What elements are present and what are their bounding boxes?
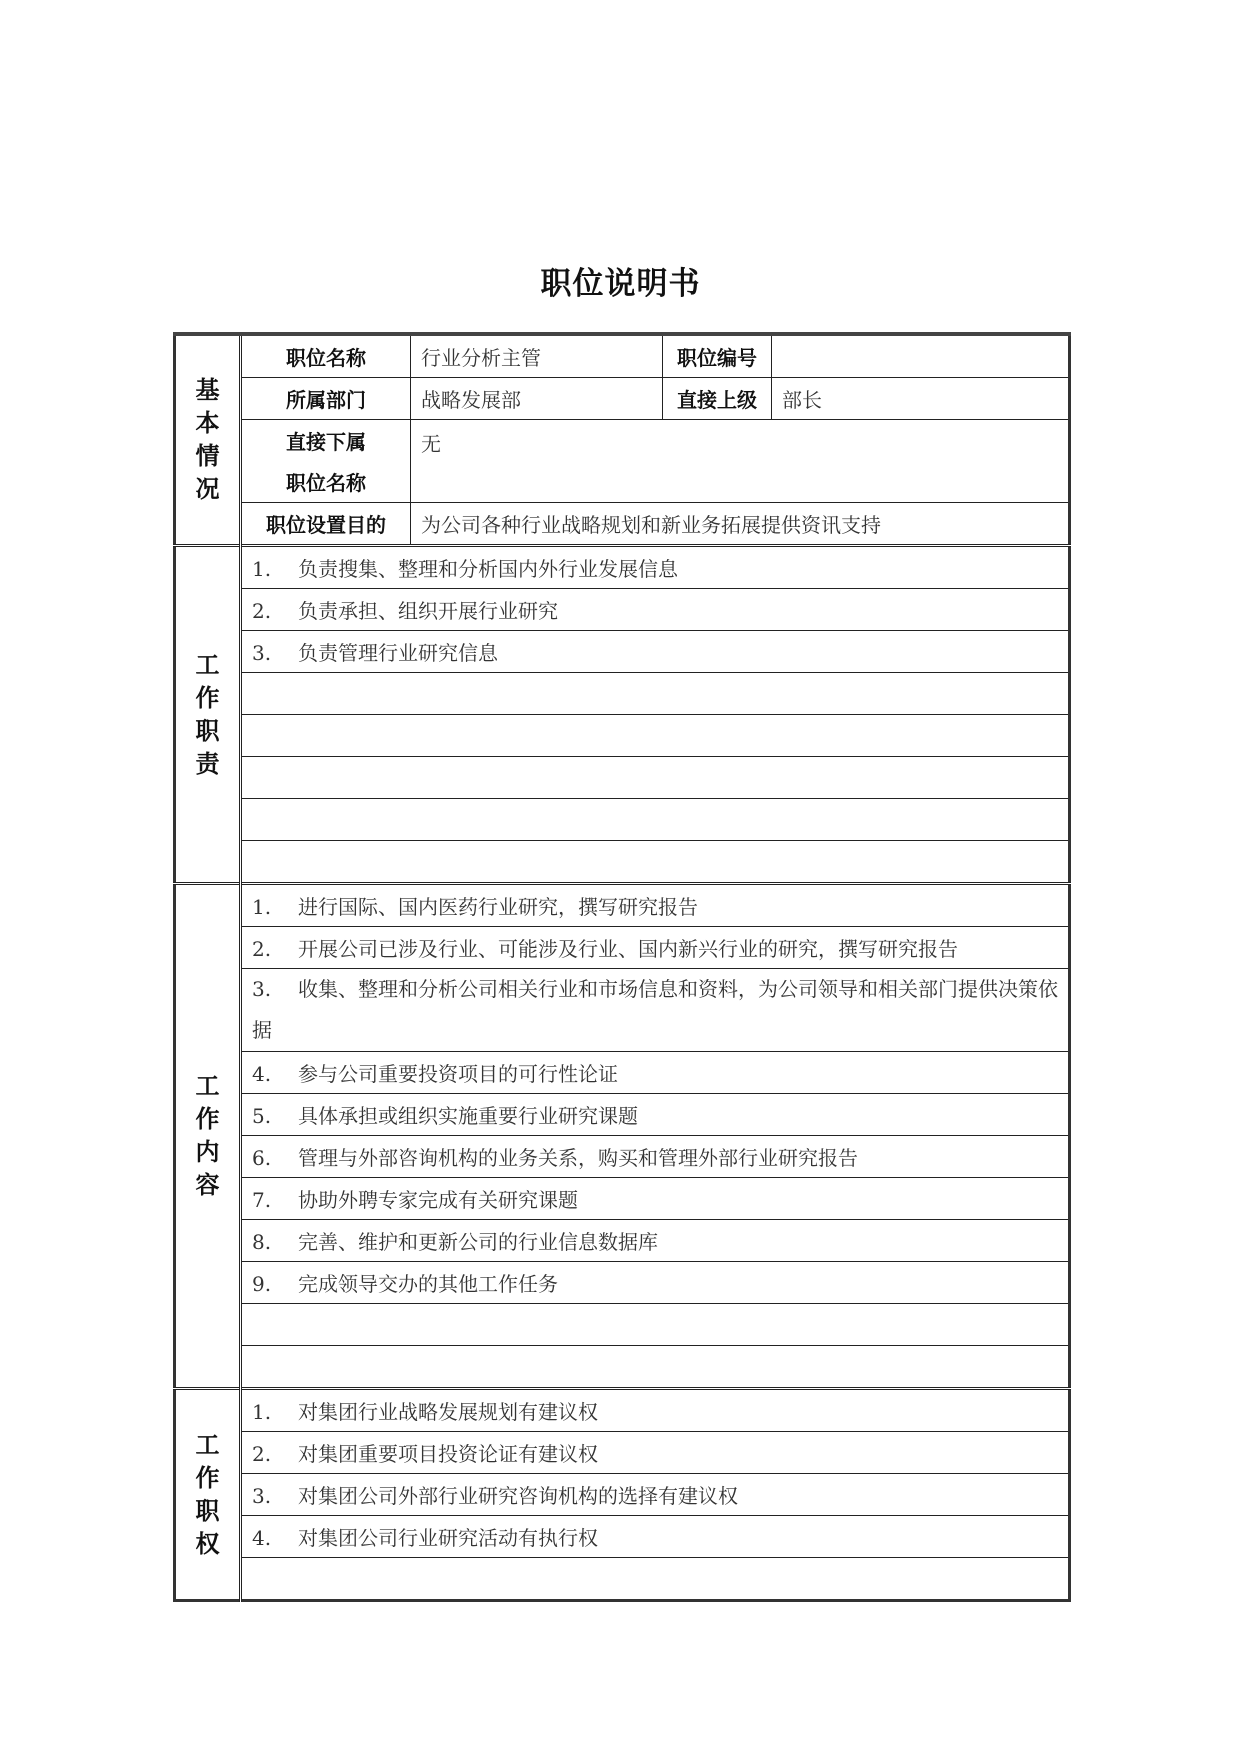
section-work-content xyxy=(175,884,241,1389)
item-text: 负责承担、组织开展行业研究 xyxy=(298,599,558,623)
superior-label: 直接上级 xyxy=(663,378,772,420)
empty-cell xyxy=(241,1304,1070,1346)
content-row-empty xyxy=(175,1346,1070,1389)
section-char: 工 xyxy=(195,1430,220,1459)
item-text: 协助外聘专家完成有关研究课题 xyxy=(298,1188,578,1212)
item-text: 进行国际、国内医药行业研究，撰写研究报告 xyxy=(298,895,698,919)
content-item xyxy=(241,1052,1070,1094)
item-number: 9. xyxy=(252,1272,272,1296)
empty-cell xyxy=(241,715,1070,757)
item-text: 具体承担或组织实施重要行业研究课题 xyxy=(298,1104,638,1128)
position-name-label: 职位名称 xyxy=(241,334,411,378)
section-char: 职 xyxy=(195,1496,220,1525)
item-text: 对集团重要项目投资论证有建议权 xyxy=(298,1442,598,1466)
authority-row xyxy=(175,1474,1070,1516)
content-row xyxy=(175,1178,1070,1220)
duty-item xyxy=(241,631,1070,673)
empty-cell xyxy=(241,799,1070,841)
position-code-label: 职位编号 xyxy=(663,334,772,378)
superior-value: 部长 xyxy=(772,378,1070,420)
item-text: 开展公司已涉及行业、可能涉及行业、国内新兴行业的研究，撰写研究报告 xyxy=(298,937,958,961)
authority-item xyxy=(241,1516,1070,1558)
authority-row-empty xyxy=(175,1558,1070,1601)
item-text: 管理与外部咨询机构的业务关系，购买和管理外部行业研究报告 xyxy=(298,1146,858,1170)
item-number: 3. xyxy=(252,1484,272,1508)
item-number: 6. xyxy=(252,1146,272,1170)
row-purpose xyxy=(175,503,1070,546)
duty-row xyxy=(175,631,1070,673)
authority-row xyxy=(175,1389,1070,1432)
content-row xyxy=(175,1052,1070,1094)
item-number: 3. xyxy=(252,641,272,665)
duty-item xyxy=(241,546,1070,589)
section-char: 工 xyxy=(195,650,220,679)
subordinate-value: 无 xyxy=(411,420,1070,503)
item-text: 对集团行业战略发展规划有建议权 xyxy=(298,1400,598,1424)
duty-row-empty xyxy=(175,799,1070,841)
content-row xyxy=(175,884,1070,927)
item-number: 4. xyxy=(252,1062,272,1086)
item-text: 完成领导交办的其他工作任务 xyxy=(298,1272,558,1296)
content-item xyxy=(241,1136,1070,1178)
content-row xyxy=(175,927,1070,969)
item-number: 2. xyxy=(252,937,272,961)
content-item xyxy=(241,884,1070,927)
purpose-value: 为公司各种行业战略规划和新业务拓展提供资讯支持 xyxy=(411,503,1070,546)
content-row xyxy=(175,1136,1070,1178)
item-number: 8. xyxy=(252,1230,272,1254)
authority-row xyxy=(175,1432,1070,1474)
section-char: 权 xyxy=(195,1529,220,1558)
position-code-value xyxy=(772,334,1070,378)
section-basic-info xyxy=(175,334,241,546)
row-position-name xyxy=(175,334,1070,378)
item-text: 参与公司重要投资项目的可行性论证 xyxy=(298,1062,618,1086)
authority-item xyxy=(241,1474,1070,1516)
section-char: 容 xyxy=(195,1171,220,1199)
content-row-empty xyxy=(175,1304,1070,1346)
item-text: 对集团公司行业研究活动有执行权 xyxy=(298,1526,598,1550)
content-row xyxy=(175,969,1070,1052)
section-char: 作 xyxy=(195,683,220,712)
item-number: 2. xyxy=(252,599,272,623)
section-char: 作 xyxy=(195,1105,220,1133)
duty-row-empty xyxy=(175,841,1070,884)
section-char: 内 xyxy=(195,1138,220,1166)
item-text: 对集团公司外部行业研究咨询机构的选择有建议权 xyxy=(298,1484,738,1508)
section-duties xyxy=(175,546,241,884)
section-char: 作 xyxy=(195,1463,220,1492)
content-item xyxy=(241,1178,1070,1220)
duty-row xyxy=(175,589,1070,631)
item-text: 收集、整理和分析公司相关行业和市场信息和资料，为公司领导和相关部门提供决策依据 xyxy=(252,977,1058,1042)
document-title: 职位说明书 xyxy=(540,266,701,302)
content-item xyxy=(241,1094,1070,1136)
item-text: 完善、维护和更新公司的行业信息数据库 xyxy=(298,1230,658,1254)
content-row xyxy=(175,1220,1070,1262)
item-number: 1. xyxy=(252,557,272,581)
empty-cell xyxy=(241,841,1070,884)
duty-row-empty xyxy=(175,757,1070,799)
section-char: 情 xyxy=(195,442,220,470)
subordinate-label-2: 职位名称 xyxy=(241,461,411,503)
section-char: 工 xyxy=(195,1072,220,1100)
duty-row-empty xyxy=(175,673,1070,715)
item-number: 2. xyxy=(252,1442,272,1466)
section-char: 职 xyxy=(195,716,220,745)
empty-cell xyxy=(241,757,1070,799)
item-number: 1. xyxy=(252,895,272,919)
subordinate-label-1: 直接下属 xyxy=(241,420,411,462)
section-char: 本 xyxy=(195,409,220,437)
item-number: 5. xyxy=(252,1104,272,1128)
item-text: 负责管理行业研究信息 xyxy=(298,641,498,665)
empty-cell xyxy=(241,1558,1070,1601)
purpose-label: 职位设置目的 xyxy=(241,503,411,546)
content-item xyxy=(241,1262,1070,1304)
authority-item xyxy=(241,1432,1070,1474)
content-item xyxy=(241,927,1070,969)
duty-row xyxy=(175,546,1070,589)
authority-item xyxy=(241,1389,1070,1432)
duty-row-empty xyxy=(175,715,1070,757)
section-char: 基 xyxy=(195,376,220,404)
item-text: 负责搜集、整理和分析国内外行业发展信息 xyxy=(298,557,678,581)
section-authority xyxy=(175,1389,241,1601)
content-row xyxy=(175,1094,1070,1136)
empty-cell xyxy=(241,1346,1070,1389)
duty-item xyxy=(241,589,1070,631)
empty-cell xyxy=(241,673,1070,715)
item-number: 7. xyxy=(252,1188,272,1212)
position-name-value: 行业分析主管 xyxy=(411,334,663,378)
department-label: 所属部门 xyxy=(241,378,411,420)
content-item xyxy=(241,1220,1070,1262)
job-description-table xyxy=(173,332,1071,1602)
item-number: 4. xyxy=(252,1526,272,1550)
row-subordinate xyxy=(175,420,1070,462)
content-row xyxy=(175,1262,1070,1304)
job-description-form xyxy=(173,332,1068,1602)
item-number: 1. xyxy=(252,1400,272,1424)
section-char: 况 xyxy=(195,475,220,503)
authority-row xyxy=(175,1516,1070,1558)
section-char: 责 xyxy=(195,749,220,778)
row-department xyxy=(175,378,1070,420)
department-value: 战略发展部 xyxy=(411,378,663,420)
content-item xyxy=(241,969,1070,1052)
item-number: 3. xyxy=(252,977,272,1001)
